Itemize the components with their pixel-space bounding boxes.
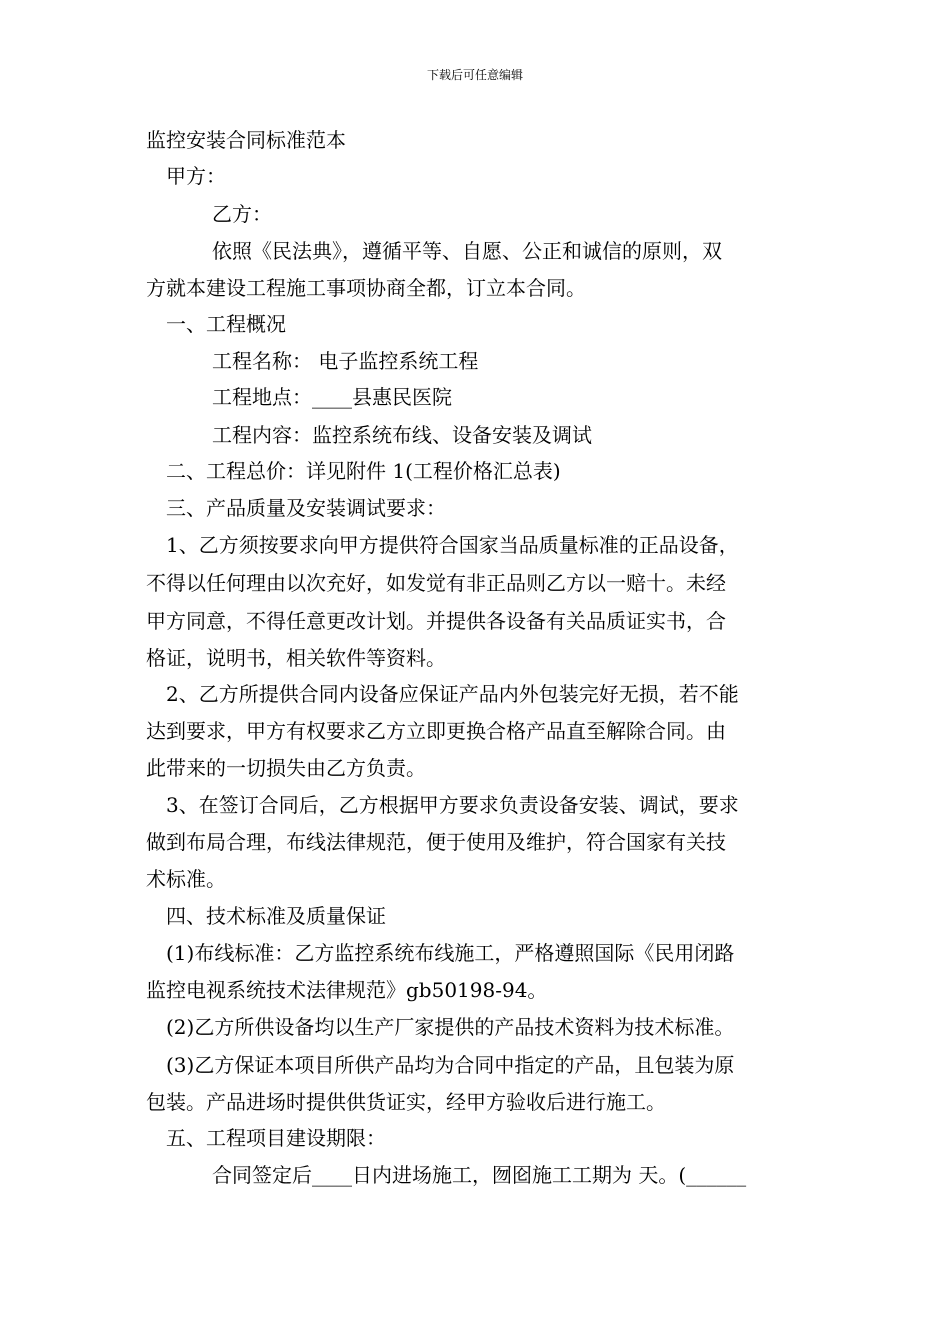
s3-paragraph-3-line-2: 做到布局合理，布线法律规范，便于使用及维护，符合国家有关技	[146, 830, 726, 854]
s4-paragraph-2: (2)乙方所供设备均以生产厂家提供的产品技术资料为技术标准。	[166, 1015, 735, 1039]
s3-paragraph-2-line-3: 此带来的一切损失由乙方负责。	[146, 756, 426, 780]
s4-paragraph-3-line-1: (3)乙方保证本项目所供产品均为合同中指定的产品，且包装为原	[166, 1053, 735, 1077]
s3-paragraph-1-line-4: 格证，说明书，相关软件等资料。	[146, 646, 446, 670]
document-title: 监控安装合同标准范本	[146, 128, 346, 152]
section-2-heading: 二、工程总价：详见附件 1(工程价格汇总表)	[166, 459, 561, 483]
s4-paragraph-3-line-2: 包装。产品进场时提供供货证实，经甲方验收后进行施工。	[146, 1090, 666, 1114]
s3-paragraph-2-line-2: 达到要求，甲方有权要求乙方立即更换合格产品直至解除合同。由	[146, 719, 726, 743]
page-header: 下载后可任意编辑	[426, 68, 523, 82]
section-3-heading: 三、产品质量及安装调试要求：	[166, 496, 446, 520]
s4-paragraph-1-line-1: (1)布线标准：乙方监控系统布线施工，严格遵照国际《民用闭路	[166, 941, 735, 965]
project-content-line: 工程内容：监控系统布线、设备安装及调试	[212, 423, 592, 447]
s3-paragraph-1-line-2: 不得以任何理由以次充好，如发觉有非正品则乙方以一赔十。未经	[146, 571, 726, 595]
s3-paragraph-2-line-1: 2、乙方所提供合同内设备应保证产品内外包装完好无损，若不能	[166, 682, 739, 706]
party-a-line: 甲方：	[166, 164, 226, 188]
intro-line-2: 方就本建设工程施工事项协商全都，订立本合同。	[146, 276, 586, 300]
s5-paragraph-1: 合同签定后____日内进场施工，囫囵施工工期为 天。(______	[212, 1163, 747, 1187]
project-name-line: 工程名称： 电子监控系统工程	[212, 349, 479, 373]
party-b-line: 乙方：	[212, 202, 272, 226]
s4-paragraph-1-line-2: 监控电视系统技术法律规范》gb50198-94。	[146, 978, 548, 1002]
s3-paragraph-3-line-3: 术标准。	[146, 867, 226, 891]
s3-paragraph-1-line-1: 1、乙方须按要求向甲方提供符合国家当品质量标准的正品设备，	[166, 533, 739, 557]
section-4-heading: 四、技术标准及质量保证	[166, 904, 386, 928]
s3-paragraph-3-line-1: 3、在签订合同后，乙方根据甲方要求负责设备安装、调试，要求	[166, 793, 739, 817]
intro-line-1: 依照《民法典》，遵循平等、自愿、公正和诚信的原则，双	[212, 239, 722, 263]
section-1-heading: 一、工程概况	[166, 312, 286, 336]
s3-paragraph-1-line-3: 甲方同意，不得任意更改计划。并提供各设备有关品质证实书，合	[146, 609, 726, 633]
project-location-line: 工程地点：____县惠民医院	[212, 385, 452, 409]
section-5-heading: 五、工程项目建设期限：	[166, 1126, 386, 1150]
